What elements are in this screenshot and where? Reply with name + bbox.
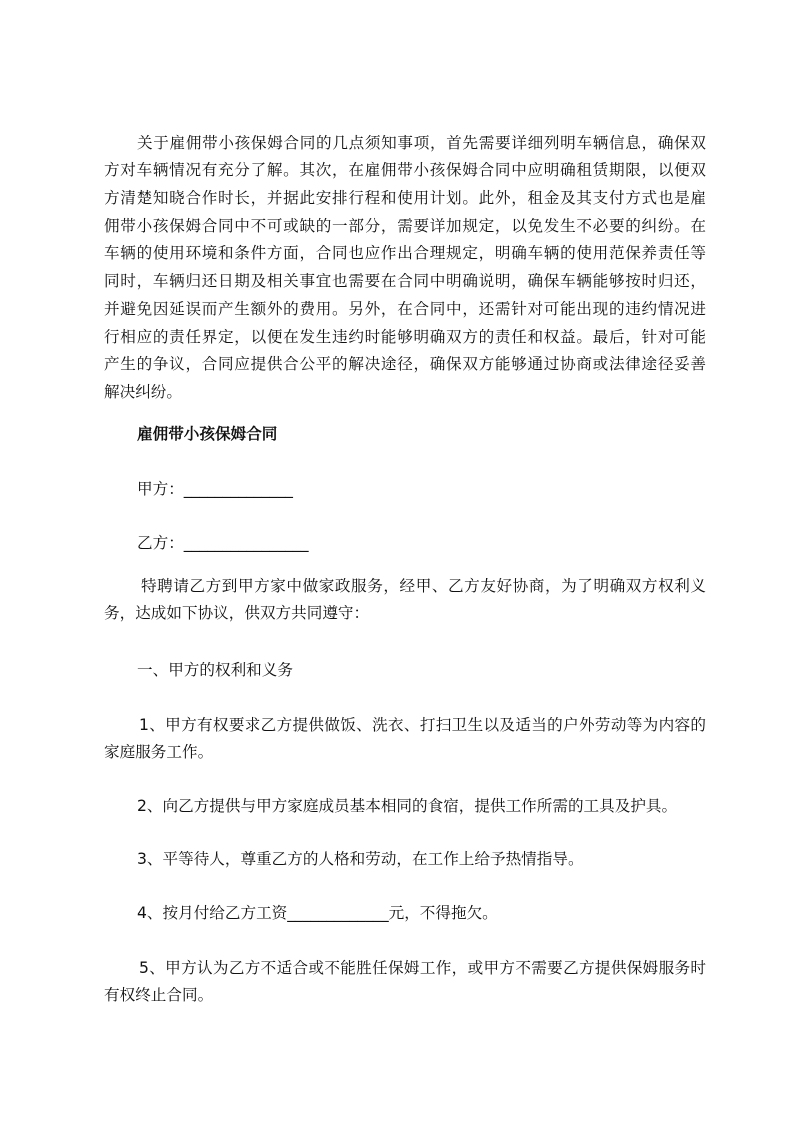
intro-line: 解决纠纷。: [104, 383, 182, 401]
intro-line: 行相应的责任界定，以便在发生违约时能够明确双方的责任和权益。最后，针对可能: [104, 328, 706, 346]
intro-line: 关于雇佣带小孩保姆合同的几点须知事项，首先需要详细列明车辆信息，确保双: [137, 134, 706, 152]
intro-line: 产生的争议，合同应提供合公平的解决途径，确保双方能够通过协商或法律途径妥善: [104, 355, 706, 373]
preamble-line: 务，达成如下协议，供双方共同遵守：: [104, 604, 370, 622]
preamble-line: 特聘请乙方到甲方家中做家政服务，经甲、乙方友好协商，为了明确双方权利义: [141, 577, 706, 595]
clause-5-cont: 有权终止合同。: [104, 986, 214, 1004]
intro-line: 佣带小孩保姆合同中不可或缺的一部分，需要详加规定，以免发生不必要的纠纷。在: [104, 217, 706, 235]
party-b-field: 乙方：________________: [137, 534, 309, 552]
intro-line: 并避免因延误而产生额外的费用。另外，在合同中，还需针对可能出现的违约情况进: [104, 300, 706, 318]
intro-line: 方对车辆情况有充分了解。其次，在雇佣带小孩保姆合同中应明确租赁期限，以便双: [104, 161, 706, 179]
clause-2: 2、向乙方提供与甲方家庭成员基本相同的食宿，提供工作所需的工具及护具。: [137, 797, 678, 815]
intro-line: 方清楚知晓合作时长，并据此安排行程和使用计划。此外，租金及其支付方式也是雇: [104, 189, 706, 207]
contract-title: 雇佣带小孩保姆合同: [137, 425, 278, 443]
intro-line: 车辆的使用环境和条件方面，合同也应作出合理规定，明确车辆的使用范保养责任等: [104, 244, 706, 262]
party-a-field: 甲方：______________: [137, 480, 293, 498]
clause-5: 5、甲方认为乙方不适合或不能胜任保姆工作，或甲方不需要乙方提供保姆服务时: [139, 959, 706, 977]
clause-1-cont: 家庭服务工作。: [104, 743, 214, 761]
clause-4: 4、按月付给乙方工资_____________元，不得拖欠。: [137, 904, 498, 922]
clause-1: 1、甲方有权要求乙方提供做饭、洗衣、打扫卫生以及适当的户外劳动等为内容的: [139, 716, 706, 734]
clause-3: 3、平等待人，尊重乙方的人格和劳动，在工作上给予热情指导。: [137, 850, 584, 868]
intro-line: 同时，车辆归还日期及相关事宜也需要在合同中明确说明，确保车辆能够按时归还，: [104, 272, 706, 290]
section-1-title: 一、甲方的权利和义务: [137, 661, 293, 679]
